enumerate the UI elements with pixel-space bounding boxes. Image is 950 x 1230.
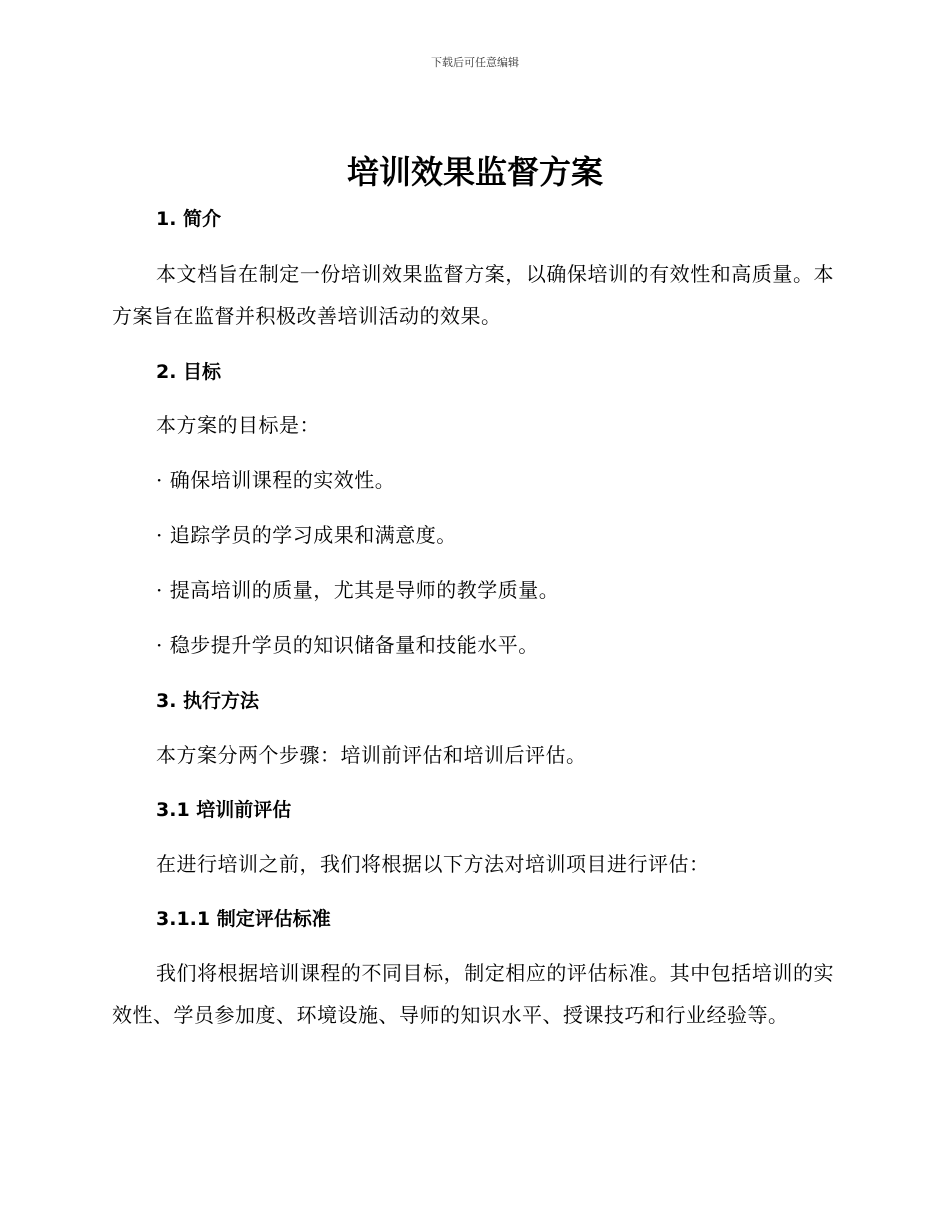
- section-heading-criteria: 3.1.1 制定评估标准: [156, 908, 331, 930]
- section-heading-pre-eval: 3.1 培训前评估: [156, 799, 292, 821]
- goals-list-item: · 提高培训的质量，尤其是导师的教学质量。: [156, 578, 560, 602]
- goals-list-item: · 追踪学员的学习成果和满意度。: [156, 523, 457, 547]
- section-heading-method: 3. 执行方法: [156, 690, 260, 712]
- header-note: 下载后可任意编辑: [431, 56, 519, 69]
- pre-eval-lead: 在进行培训之前，我们将根据以下方法对培训项目进行评估：: [156, 852, 710, 876]
- section-heading-intro: 1. 简介: [156, 208, 222, 230]
- method-lead: 本方案分两个步骤：培训前评估和培训后评估。: [156, 743, 587, 767]
- goals-list-item: · 确保培训课程的实效性。: [156, 468, 396, 492]
- intro-paragraph: 本文档旨在制定一份培训效果监督方案，以确保培训的有效性和高质量。本方案旨在监督并积极改善培训活动的效果。: [112, 262, 834, 328]
- goals-lead: 本方案的目标是：: [156, 413, 320, 437]
- document-title: 培训效果监督方案: [346, 153, 603, 191]
- goals-list-item: · 稳步提升学员的知识储备量和技能水平。: [156, 633, 539, 657]
- criteria-paragraph: 我们将根据培训课程的不同目标，制定相应的评估标准。其中包括培训的实效性、学员参加度、环境设施、导师的知识水平、授课技巧和行业经验等。: [112, 961, 834, 1027]
- section-heading-goals: 2. 目标: [156, 361, 222, 383]
